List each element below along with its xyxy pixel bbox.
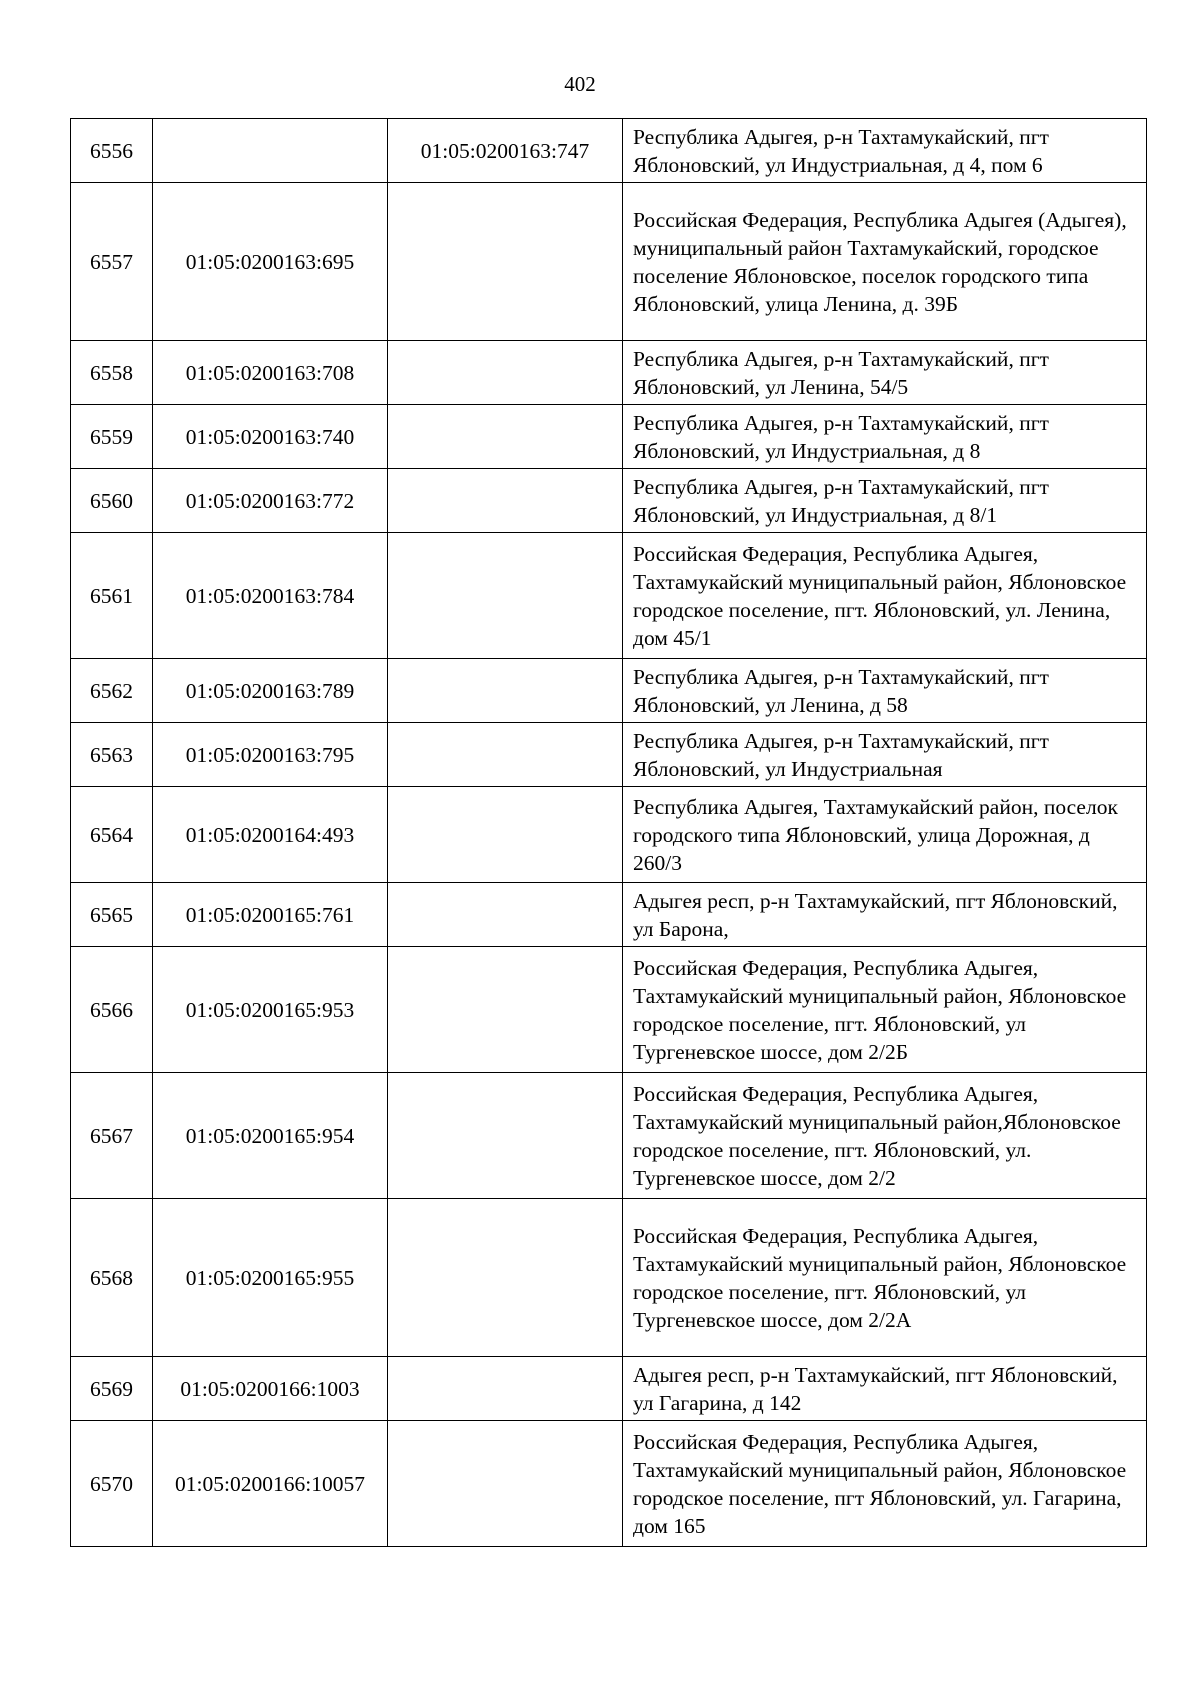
land-cadastral-number: 01:05:0200165:955 (153, 1199, 388, 1357)
land-cadastral-number: 01:05:0200163:784 (153, 533, 388, 659)
table-row (71, 1199, 1147, 1357)
table-row (71, 659, 1147, 723)
address-cell: Адыгея респ, р-н Тахтамукайский, пгт Яблоновский, ул Барона, (623, 883, 1147, 947)
building-cadastral-number (388, 787, 623, 883)
table-row (71, 787, 1147, 883)
land-cadastral-number: 01:05:0200166:10057 (153, 1421, 388, 1547)
table-row (71, 883, 1147, 947)
building-cadastral-number (388, 659, 623, 723)
address-cell: Российская Федерация, Республика Адыгея, Тахтамукайский муниципальный район, Яблоновское городское поселение, пгт Яблоновский, ул. Гагарина, дом 165 (623, 1421, 1147, 1547)
table-row (71, 1421, 1147, 1547)
address-cell: Российская Федерация, Республика Адыгея, Тахтамукайский муниципальный район, Яблоновское городское поселение, пгт. Яблоновский, ул. Ленина, дом 45/1 (623, 533, 1147, 659)
table-row (71, 723, 1147, 787)
land-cadastral-number (153, 119, 388, 183)
address-cell: Республика Адыгея, р-н Тахтамукайский, пгт Яблоновский, ул Индустриальная (623, 723, 1147, 787)
table-row (71, 1073, 1147, 1199)
building-cadastral-number (388, 183, 623, 341)
page-number: 402 (564, 72, 596, 96)
address-cell: Республика Адыгея, р-н Тахтамукайский, пгт Яблоновский, ул Индустриальная, д 8/1 (623, 469, 1147, 533)
land-cadastral-number: 01:05:0200163:740 (153, 405, 388, 469)
table-row (71, 469, 1147, 533)
address-cell: Адыгея респ, р-н Тахтамукайский, пгт Яблоновский, ул Гагарина, д 142 (623, 1357, 1147, 1421)
land-cadastral-number: 01:05:0200166:1003 (153, 1357, 388, 1421)
address-cell: Российская Федерация, Республика Адыгея, Тахтамукайский муниципальный район, Яблоновское городское поселение, пгт. Яблоновский, ул Тургеневское шоссе, дом 2/2А (623, 1199, 1147, 1357)
row-number: 6563 (71, 723, 153, 787)
row-number: 6568 (71, 1199, 153, 1357)
address-cell: Республика Адыгея, р-н Тахтамукайский, пгт Яблоновский, ул Индустриальная, д 4, пом 6 (623, 119, 1147, 183)
address-cell: Республика Адыгея, р-н Тахтамукайский, пгт Яблоновский, ул Ленина, д 58 (623, 659, 1147, 723)
land-cadastral-number: 01:05:0200165:761 (153, 883, 388, 947)
row-number: 6570 (71, 1421, 153, 1547)
table-row (71, 119, 1147, 183)
table-row (71, 1357, 1147, 1421)
row-number: 6565 (71, 883, 153, 947)
building-cadastral-number (388, 1199, 623, 1357)
building-cadastral-number (388, 1073, 623, 1199)
land-cadastral-number: 01:05:0200163:695 (153, 183, 388, 341)
row-number: 6558 (71, 341, 153, 405)
building-cadastral-number (388, 723, 623, 787)
address-cell: Республика Адыгея, Тахтамукайский район, поселок городского типа Яблоновский, улица Дорожная, д 260/3 (623, 787, 1147, 883)
address-cell: Республика Адыгея, р-н Тахтамукайский, пгт Яблоновский, ул Ленина, 54/5 (623, 341, 1147, 405)
land-cadastral-number: 01:05:0200163:789 (153, 659, 388, 723)
table-row (71, 947, 1147, 1073)
address-cell: Российская Федерация, Республика Адыгея (Адыгея), муниципальный район Тахтамукайский, городское поселение Яблоновское, поселок городского типа Яблоновский, улица Ленина, д. 39Б (623, 183, 1147, 341)
land-cadastral-number: 01:05:0200165:953 (153, 947, 388, 1073)
table-row (71, 533, 1147, 659)
land-cadastral-number: 01:05:0200165:954 (153, 1073, 388, 1199)
building-cadastral-number: 01:05:0200163:747 (388, 119, 623, 183)
building-cadastral-number (388, 405, 623, 469)
row-number: 6564 (71, 787, 153, 883)
row-number: 6559 (71, 405, 153, 469)
row-number: 6569 (71, 1357, 153, 1421)
building-cadastral-number (388, 947, 623, 1073)
table-row (71, 183, 1147, 341)
row-number: 6560 (71, 469, 153, 533)
table-row (71, 341, 1147, 405)
row-number: 6567 (71, 1073, 153, 1199)
building-cadastral-number (388, 883, 623, 947)
address-cell: Республика Адыгея, р-н Тахтамукайский, пгт Яблоновский, ул Индустриальная, д 8 (623, 405, 1147, 469)
address-cell: Российская Федерация, Республика Адыгея, Тахтамукайский муниципальный район, Яблоновское городское поселение, пгт. Яблоновский, ул Тургеневское шоссе, дом 2/2Б (623, 947, 1147, 1073)
land-cadastral-number: 01:05:0200163:772 (153, 469, 388, 533)
table-row (71, 405, 1147, 469)
row-number: 6566 (71, 947, 153, 1073)
row-number: 6556 (71, 119, 153, 183)
land-cadastral-number: 01:05:0200163:795 (153, 723, 388, 787)
building-cadastral-number (388, 1421, 623, 1547)
building-cadastral-number (388, 1357, 623, 1421)
building-cadastral-number (388, 469, 623, 533)
row-number: 6557 (71, 183, 153, 341)
registry-table (70, 118, 1147, 1547)
address-cell: Российская Федерация, Республика Адыгея, Тахтамукайский муниципальный район,Яблоновское городское поселение, пгт. Яблоновский, ул. Тургеневское шоссе, дом 2/2 (623, 1073, 1147, 1199)
building-cadastral-number (388, 533, 623, 659)
row-number: 6561 (71, 533, 153, 659)
land-cadastral-number: 01:05:0200163:708 (153, 341, 388, 405)
building-cadastral-number (388, 341, 623, 405)
land-cadastral-number: 01:05:0200164:493 (153, 787, 388, 883)
row-number: 6562 (71, 659, 153, 723)
